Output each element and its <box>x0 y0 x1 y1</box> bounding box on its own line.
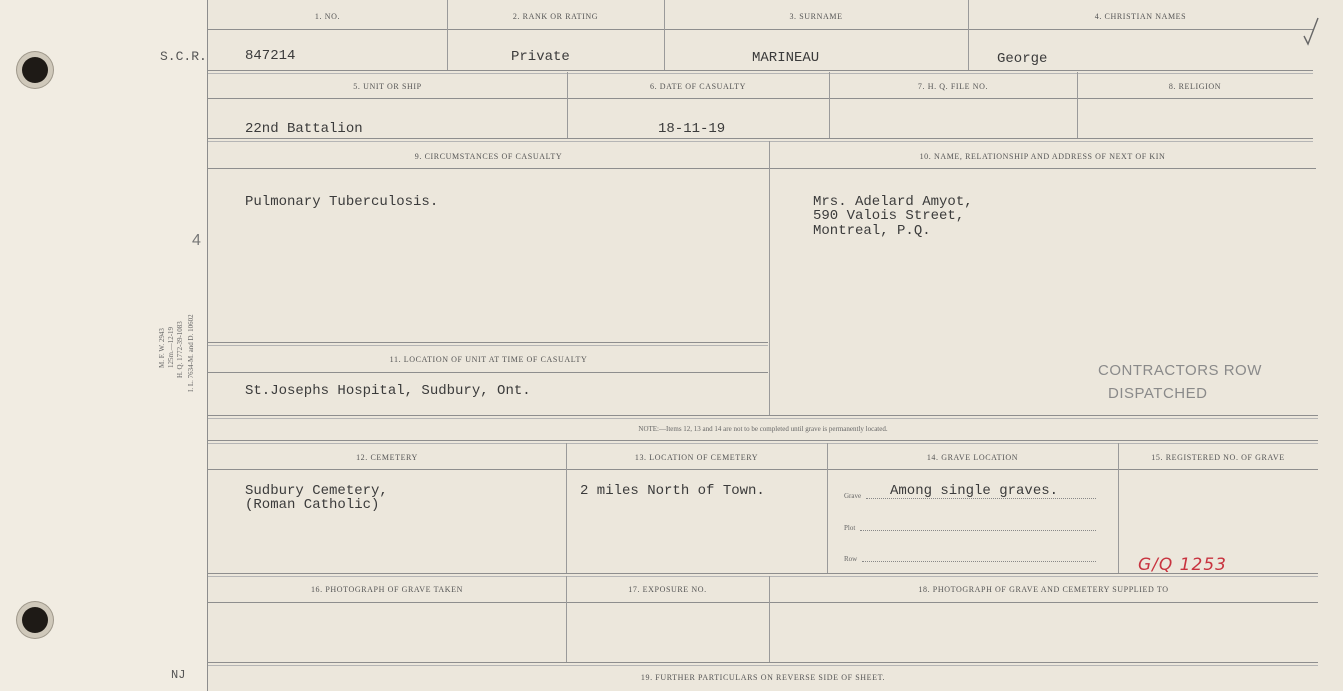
rule <box>1118 443 1119 573</box>
rule <box>208 440 1318 444</box>
card-stub <box>0 0 208 691</box>
rule <box>208 469 1318 470</box>
unit-value: 22nd Battalion <box>245 121 363 137</box>
dispatched-stamp: DISPATCHED <box>1108 385 1208 402</box>
rule <box>968 0 969 70</box>
cemetery-line-2: (Roman Catholic) <box>245 497 380 513</box>
rule <box>664 0 665 70</box>
grave-label: Grave <box>844 492 862 500</box>
row-label: Row <box>844 555 858 563</box>
form-code-3: H. Q. 1772-39-1083 <box>176 321 184 378</box>
next-of-kin-line-3: Montreal, P.Q. <box>813 223 931 239</box>
check-mark-icon <box>1300 14 1322 48</box>
service-number: 847214 <box>245 48 296 64</box>
header-date: 6. DATE OF CASUALTY <box>649 82 746 91</box>
header-cemetery: 12. CEMETERY <box>356 453 418 462</box>
rule <box>208 415 1318 419</box>
header-photo-taken: 16. PHOTOGRAPH OF GRAVE TAKEN <box>310 585 464 594</box>
header-photo-supplied: 18. PHOTOGRAPH OF GRAVE AND CEMETERY SUPPLIED TO <box>918 585 1169 594</box>
date-value: 18-11-19 <box>658 121 726 137</box>
rule <box>208 98 1313 99</box>
row-dotted-line <box>862 561 1096 562</box>
header-next-of-kin: 10. NAME, RELATIONSHIP AND ADDRESS OF NEXT OF KIN <box>919 152 1166 161</box>
registered-no-value: G/Q 1253 <box>1138 555 1227 575</box>
scr-label: S.C.R. <box>160 49 207 64</box>
header-registered-no: 15. REGISTERED NO. OF GRAVE <box>1151 453 1285 462</box>
grave-value: Among single graves. <box>890 483 1059 499</box>
cemetery-line-1: Sudbury Cemetery, <box>245 483 388 499</box>
header-further-particulars: 19. FURTHER PARTICULARS ON REVERSE SIDE OF SHEET. <box>640 673 886 682</box>
unit-location-value: St.Josephs Hospital, Sudbury, Ont. <box>245 383 531 399</box>
header-cemetery-location: 13. LOCATION OF CEMETERY <box>634 453 759 462</box>
bottom-initials: NJ <box>171 668 186 682</box>
form-code-4: I. L. 7634-M. and D. 10602 <box>187 314 195 392</box>
pencil-mark: 4 <box>192 232 201 249</box>
rule <box>447 0 448 70</box>
header-hq-file: 7. H. Q. FILE NO. <box>917 82 989 91</box>
cemetery-location-value: 2 miles North of Town. <box>580 483 765 499</box>
rule <box>208 29 1313 30</box>
rule <box>208 138 1313 142</box>
christian-names-value: George <box>997 51 1048 67</box>
rule <box>769 141 770 415</box>
header-unit-location: 11. LOCATION OF UNIT AT TIME OF CASUALTY <box>389 355 588 364</box>
header-circumstances: 9. CIRCUMSTANCES OF CASUALTY <box>414 152 563 161</box>
header-unit: 5. UNIT OR SHIP <box>353 82 422 91</box>
rule <box>208 342 768 346</box>
header-rank: 2. RANK OR RATING <box>512 12 599 21</box>
rule <box>208 662 1318 666</box>
rule <box>208 372 768 373</box>
header-exposure: 17. EXPOSURE NO. <box>628 585 707 594</box>
rank-value: Private <box>511 49 570 65</box>
punch-hole-top <box>22 57 48 83</box>
plot-label: Plot <box>844 524 856 532</box>
circumstances-value: Pulmonary Tuberculosis. <box>245 194 439 210</box>
rule <box>208 602 1318 603</box>
form-code-2: 125m.—12-19 <box>167 326 175 368</box>
surname-value: MARINEAU <box>752 50 820 66</box>
next-of-kin-line-1: Mrs. Adelard Amyot, <box>813 194 973 210</box>
header-christian-names: 4. CHRISTIAN NAMES <box>1094 12 1187 21</box>
rule <box>566 443 567 573</box>
rule <box>208 70 1313 74</box>
punch-hole-bottom <box>22 607 48 633</box>
header-number: 1. NO. <box>314 12 341 21</box>
plot-dotted-line <box>860 530 1096 531</box>
header-grave-location: 14. GRAVE LOCATION <box>926 453 1019 462</box>
next-of-kin-line-2: 590 Valois Street, <box>813 208 965 224</box>
contractors-row-stamp: CONTRACTORS ROW <box>1098 362 1262 379</box>
rule <box>208 168 1316 169</box>
header-religion: 8. RELIGION <box>1168 82 1222 91</box>
rule <box>827 443 828 573</box>
note-text: NOTE:—Items 12, 13 and 14 are not to be completed until grave is permanently located. <box>638 425 888 433</box>
form-code-1: M. F. W. 2943 <box>158 328 166 368</box>
header-surname: 3. SURNAME <box>789 12 843 21</box>
